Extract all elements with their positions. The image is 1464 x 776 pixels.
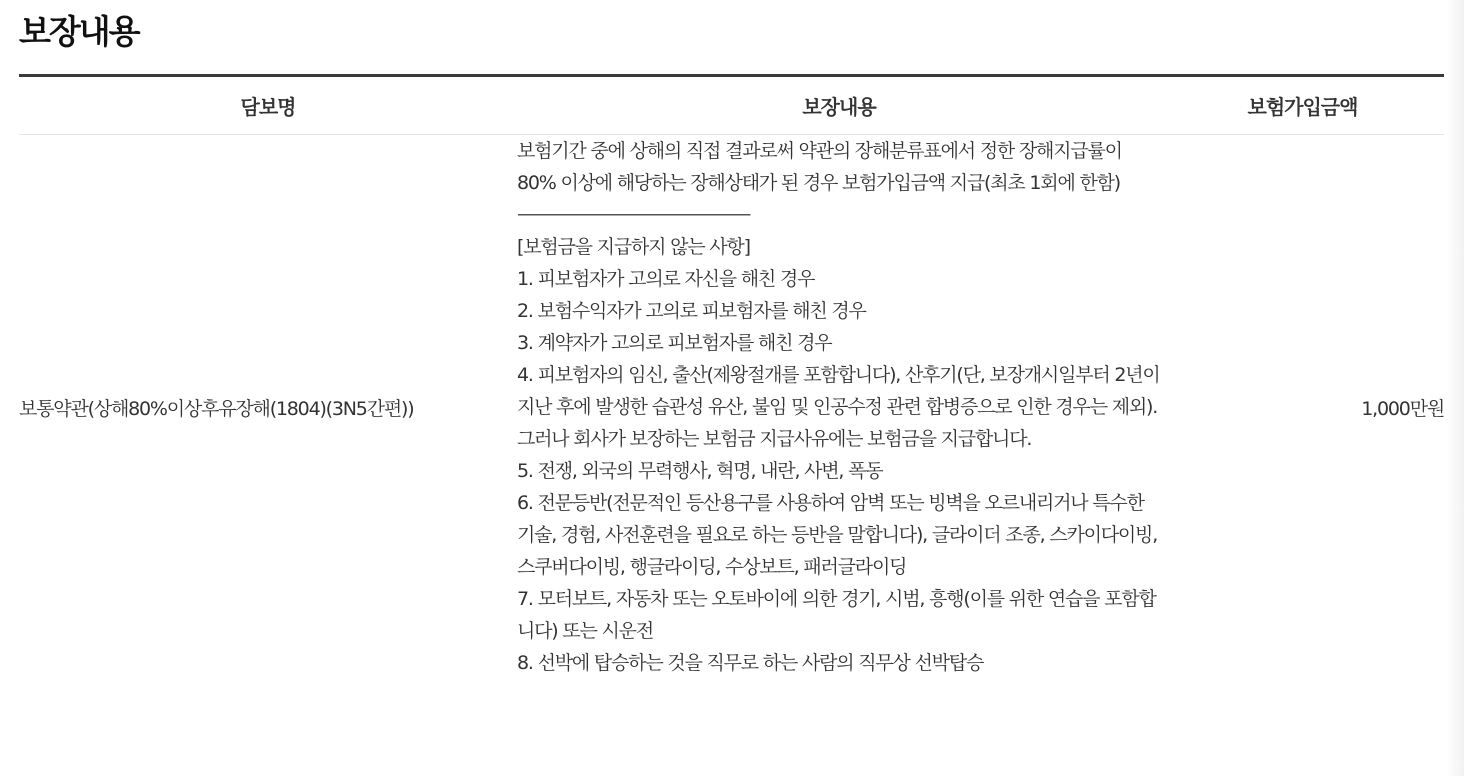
coverage-table (19, 74, 1444, 679)
exclusion-heading: [보험금을 지급하지 않는 사항] (517, 236, 750, 258)
exclusion-item: 4. 피보험자의 임신, 출산(제왕절개를 포함합니다), 산후기(단, 보장개시일부터 2년이 지난 후에 발생한 습관성 유산, 불임 및 인공수정 관련 합병증으로 인한 경우는 제외). 그러나 회사가 보장하는 보험금 지급사유에는 보험금을 지급합니다. (517, 364, 1160, 450)
coverage-summary: 보험기간 중에 상해의 직접 결과로써 약관의 장해분류표에서 정한 장해지급률이 80% 이상에 해당하는 장해상태가 된 경우 보험가입금액 지급(최초 1회에 한함) (517, 140, 1122, 194)
insured-amount-cell: 1,000만원 (1361, 397, 1444, 420)
exclusion-item: 8. 선박에 탑승하는 것을 직무로 하는 사람의 직무상 선박탑승 (517, 652, 984, 674)
header-insured-amount: 보험가입금액 (1161, 76, 1444, 135)
content-divider: ------------------------------------------------------------ (517, 203, 749, 225)
header-coverage-content: 보장내용 (517, 76, 1161, 135)
header-row (19, 76, 1444, 135)
exclusion-item: 6. 전문등반(전문적인 등산용구를 사용하여 암벽 또는 빙벽을 오르내리거나 특수한 기술, 경험, 사전훈련을 필요로 하는 등반을 말합니다), 글라이더 조종, 스카이다이빙, 스쿠버다이빙, 행글라이딩, 수상보트, 패러글라이딩 (517, 492, 1158, 578)
exclusion-item: 7. 모터보트, 자동차 또는 오토바이에 의한 경기, 시범, 흥행(이를 위한 연습을 포함합니다) 또는 시운전 (517, 588, 1156, 642)
exclusion-item: 2. 보험수익자가 고의로 피보험자를 해친 경우 (517, 300, 866, 322)
exclusion-item: 3. 계약자가 고의로 피보험자를 해친 경우 (517, 332, 832, 354)
page-edge-shade (1446, 0, 1464, 776)
exclusion-list (517, 263, 1161, 679)
coverage-content-cell (517, 135, 1161, 680)
exclusion-item: 1. 피보험자가 고의로 자신을 해친 경우 (517, 268, 815, 290)
coverage-name-cell: 보통약관(상해80%이상후유장해(1804)(3N5간편)) (19, 397, 414, 420)
coverage-table-header (19, 76, 1444, 135)
exclusion-item: 5. 전쟁, 외국의 무력행사, 혁명, 내란, 사변, 폭동 (517, 460, 883, 482)
coverage-section (19, 0, 1444, 679)
table-row (19, 135, 1444, 680)
header-coverage-name: 담보명 (19, 76, 517, 135)
page-title: 보장내용 (19, 12, 139, 51)
